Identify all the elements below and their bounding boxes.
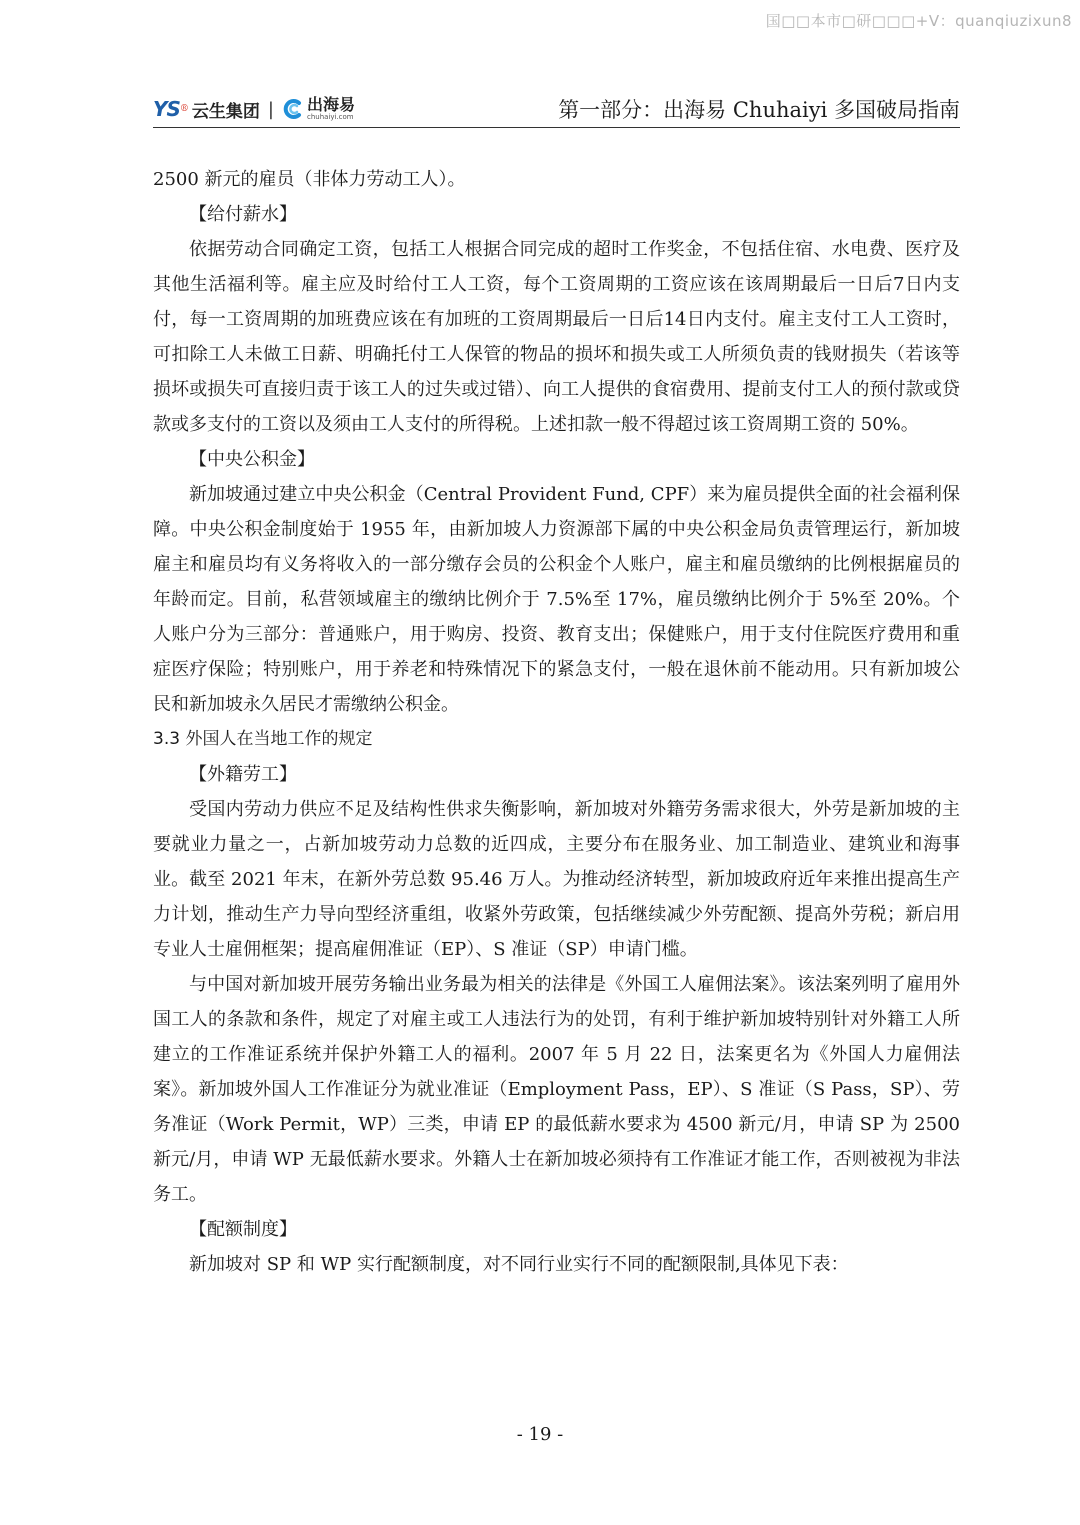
chuhaiyi-logo-name: 出海易: [306, 95, 355, 114]
subheading-cpf: 【中央公积金】: [189, 449, 315, 470]
subheading-salary: 【给付薪水】: [189, 204, 297, 225]
chuhaiyi-logo: [307, 97, 355, 121]
ys-logo-mark: YS: [153, 97, 180, 121]
subheading-foreign-labor: 【外籍劳工】: [189, 764, 297, 785]
header-logo: [153, 96, 355, 122]
paragraph-foreign-labor: 受国内劳动力供应不足及结构性供求失衡影响，新加坡对外籍劳务需求很大，外劳是新加坡的主要就业力量之一，占新加坡劳动力总数的近四成，主要分布在服务业、加工制造业、建筑业和海事业。截至 2021 年末，在新外劳总数 95.46 万人。为推动经济转型，新加坡政府近年来推出提高生产力计划，推动生产力导向型经济重组，收紧外劳政策，包括继续减少外劳配额、提高外劳税；新启用专业人士雇佣框架；提高雇佣准证（EP）、S 准证（SP）申请门槛。: [153, 799, 960, 960]
page-body: [153, 162, 960, 1282]
chuhaiyi-logo-icon: [282, 98, 304, 120]
header-title: 第一部分：出海易 Chuhaiyi 多国破局指南: [558, 98, 960, 122]
paragraph-continuation: 2500 新元的雇员（非体力劳动工人）。: [153, 169, 466, 190]
paragraph-quota: 新加坡对 SP 和 WP 实行配额制度，对不同行业实行不同的配额限制,具体见下表：: [189, 1254, 849, 1275]
paragraph-cpf: 新加坡通过建立中央公积金（Central Provident Fund, CPF）来为雇员提供全面的社会福利保障。中央公积金制度始于 1955 年，由新加坡人力资源部下属的中央公积金局负责管理运行，新加坡雇主和雇员均有义务将收入的一部分缴存会员的公积金个人账户，雇主和雇员缴纳的比例根据雇员的年龄而定。目前，私营领域雇主的缴纳比例介于 7.5%至 17%，雇员缴纳比例介于 5%至 20%。个人账户分为三部分：普通账户，用于购房、投资、教育支出；保健账户，用于支付住院医疗费用和重症医疗保险；特别账户，用于养老和特殊情况下的紧急支付，一般在退休前不能动用。只有新加坡公民和新加坡永久居民才需缴纳公积金。: [153, 484, 960, 715]
subheading-quota: 【配额制度】: [189, 1219, 297, 1240]
paragraph-salary: 依据劳动合同确定工资，包括工人根据合同完成的超时工作奖金，不包括住宿、水电费、医疗及其他生活福利等。雇主应及时给付工人工资，每个工资周期的工资应该在该周期最后一日后7日内支付，每一工资周期的加班费应该在有加班的工资周期最后一日后14日内支付。雇主支付工人工资时，可扣除工人未做工日薪、明确托付工人保管的物品的损坏和损失或工人所须负责的钱财损失（若该等损坏或损失可直接归责于该工人的过失或过错）、向工人提供的食宿费用、提前支付工人的预付款或贷款或多支付的工资以及须由工人支付的所得税。上述扣款一般不得超过该工资周期工资的 50%。: [153, 239, 960, 435]
page-header: [153, 88, 960, 128]
header-divider: [153, 127, 960, 128]
yunsheng-group-logo-text: 云生集团: [191, 101, 260, 122]
chuhaiyi-logo-url: chuhaiyi.com: [306, 113, 354, 121]
logo-separator: |: [267, 98, 274, 120]
paragraph-employment-law: 与中国对新加坡开展劳务输出业务最为相关的法律是《外国工人雇佣法案》。该法案列明了雇用外国工人的条款和条件，规定了对雇主或工人违法行为的处罚，有利于维护新加坡特别针对外籍工人所建立的工作准证系统并保护外籍工人的福利。2007 年 5 月 22 日，法案更名为《外国人力雇佣法案》。新加坡外国人工作准证分为就业准证（Employment Pass，EP）、S 准证（S Pass，SP）、劳务准证（Work Permit，WP）三类，申请 EP 的最低薪水要求为 4500 新元/月，申请 SP 为 2500 新元/月，申请 WP 无最低薪水要求。外籍人士在新加坡必须持有工作准证才能工作，否则被视为非法务工。: [153, 974, 960, 1205]
ys-registered-mark: ®: [179, 104, 189, 114]
watermark-text: 国□□本市□研□□□+V：quanqiuzixun8: [765, 12, 1072, 30]
section-heading-3-3: 3.3 外国人在当地工作的规定: [153, 729, 373, 749]
page-number: - 19 -: [516, 1424, 564, 1445]
